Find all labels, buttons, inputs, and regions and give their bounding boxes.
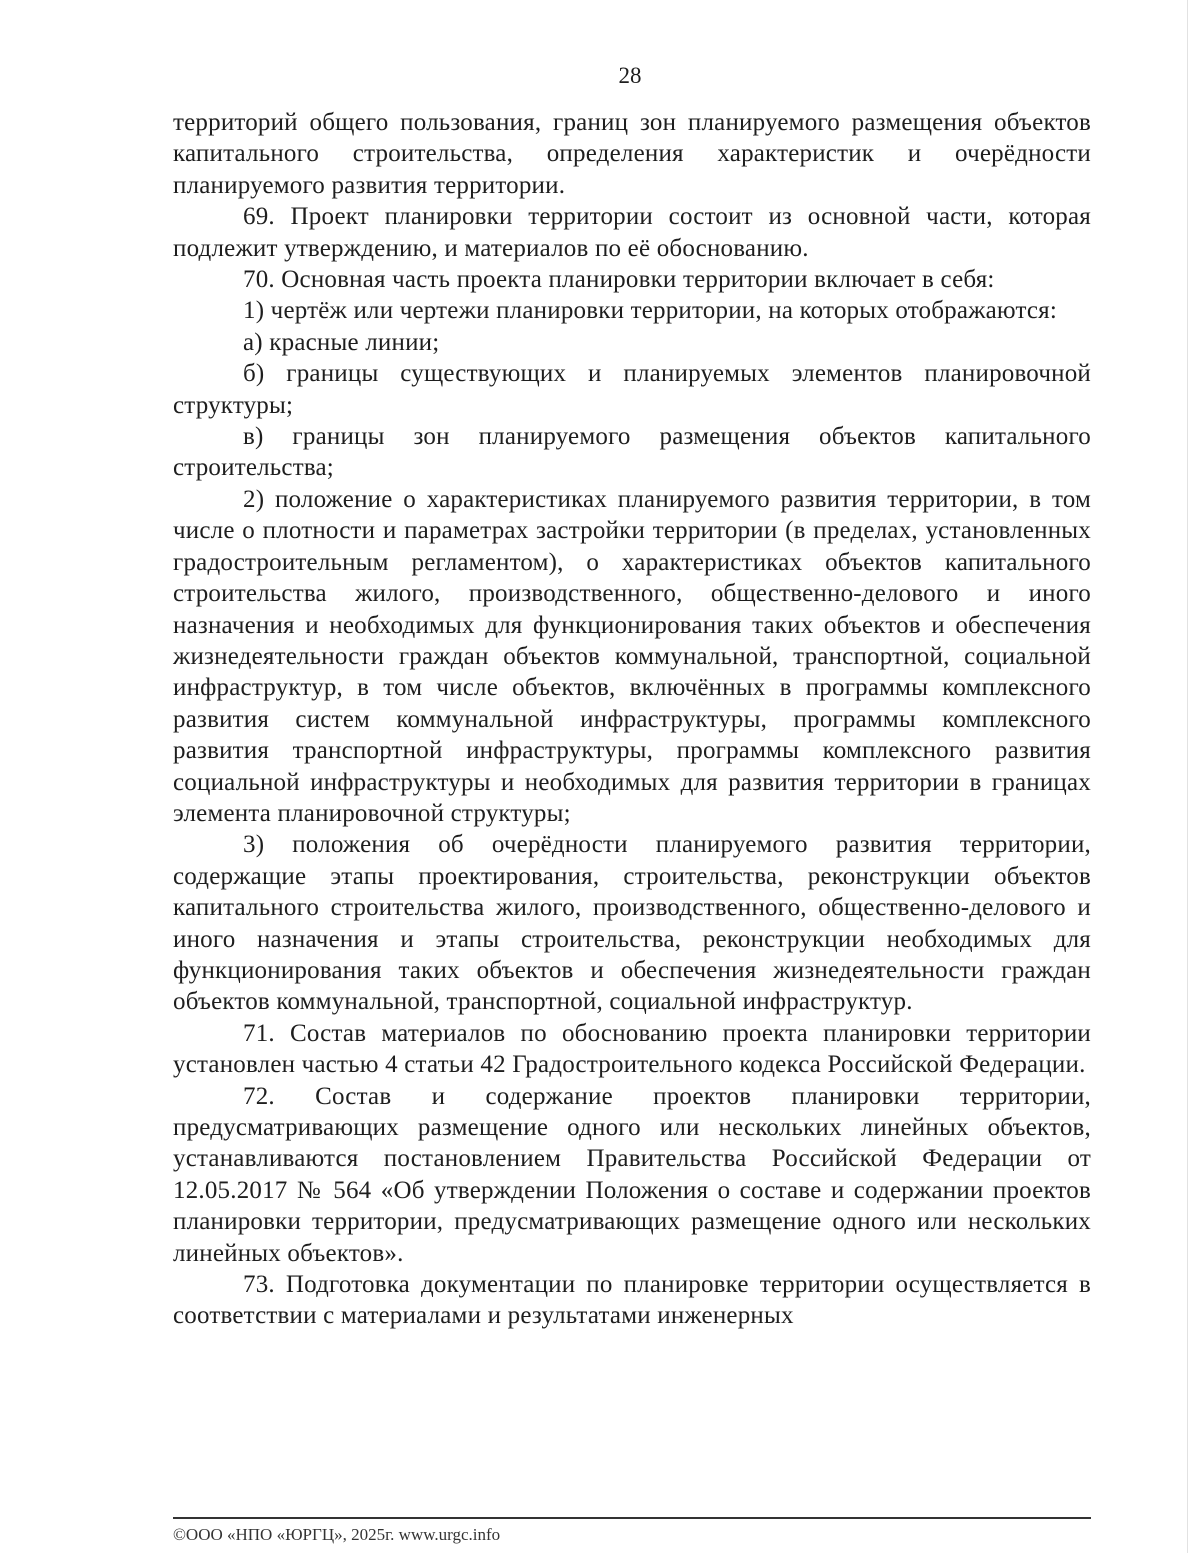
list-item-2: 2) положение о характеристиках планируемого развития территории, в том числе о плотности и параметрах застройки территории (в пределах, установленных градостроительным регламентом), о характеристиках объектов капитального строительства жилого, производственного, общественно-делового и иного назначения и необходимых для функционирования таких объектов и обеспечения жизнедеятельности граждан объектов коммунальной, транспортной, социальной инфраструктур, в том числе объектов, включённых в программы комплексного развития систем коммунальной инфраструктуры, программы комплексного развития транспортной инфраструктуры, программы комплексного развития социальной инфраструктуры и необходимых для развития территории в границах элемента планировочной структуры; [173,485,1091,827]
list-item-b: б) границы существующих и планируемых элементов планировочной структуры; [173,360,1091,419]
footer-copyright: ©ООО «НПО «ЮРГЦ», 2025г. www.urgc.info [173,1525,501,1544]
paragraph-73: 73. Подготовка документации по планировке территории осуществляется в соответствии с материалами и результатами инженерных [173,1271,1091,1330]
paragraph-69: 69. Проект планировки территории состоит из основной части, которая подлежит утверждению, и материалов по её обоснованию. [173,203,1091,262]
footer-divider [173,1517,1091,1519]
paragraph-70: 70. Основная часть проекта планировки территории включает в себя: [243,266,995,294]
paragraph-71: 71. Состав материалов по обоснованию проекта планировки территории установлен частью 4 статьи 42 Градостроительного кодекса Российской Федерации. [173,1019,1091,1079]
scan-edge-line [1187,0,1188,1553]
page-number: 28 [618,63,642,88]
paragraph-72: 72. Состав и содержание проектов планировки территории, предусматривающих размещение одного или нескольких линейных объектов, устанавливаются постановлением Правительства Российской Федерации от 12.05.2017 № 564 «Об утверждении Положения о составе и содержании проектов планировки территории, предусматривающих размещение одного или нескольких линейных объектов». [173,1082,1091,1267]
list-item-a: а) красные линии; [243,328,440,356]
list-item-v: в) границы зон планируемого размещения объектов капитального строительства; [173,423,1091,482]
paragraph-continuation: территорий общего пользования, границ зон планируемого размещения объектов капитального строительства, определения характеристик и очерёдности планируемого развития территории. [173,109,1091,199]
list-item-1: 1) чертёж или чертежи планировки территории, на которых отображаются: [243,297,1058,325]
list-item-3: 3) положения об очерёдности планируемого развития территории, содержащие этапы проектирования, строительства, реконструкции объектов капитального строительства жилого, производственного, общественно-делового и иного назначения и этапы строительства, реконструкции необходимых для функционирования таких объектов и обеспечения жизнедеятельности граждан объектов коммунальной, транспортной, социальной инфраструктур. [173,831,1091,1016]
document-body [173,107,1091,1332]
